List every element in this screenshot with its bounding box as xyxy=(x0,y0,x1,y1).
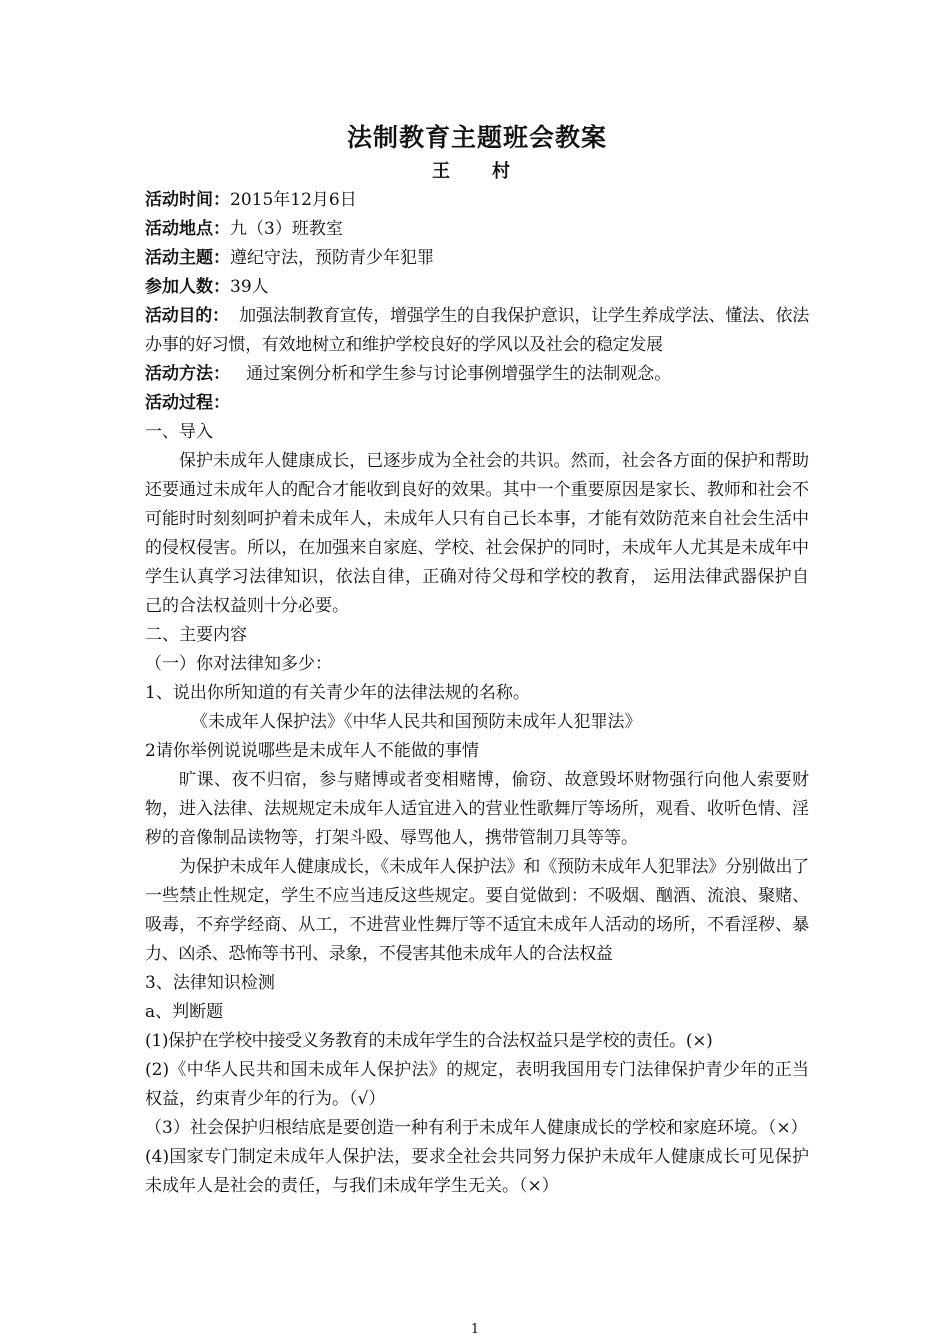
field-value: 39人 xyxy=(230,277,269,297)
question-1-answer: 《未成年人保护法》《中华人民共和国预防未成年人犯罪法》 xyxy=(191,712,642,732)
document-page xyxy=(145,118,809,1201)
question-2-paragraph: 为保护未成年人健康成长，《未成年人保护法》和《预防未成年人犯罪法》分别做出了一些禁止性规定，学生不应当违反这些规定。要自觉做到：不吸烟、酗酒、流浪、聚赌、吸毒，不弃学经商、从工，不进营业性舞厅等不适宜未成年人活动的场所，不看淫秽、暴力、凶杀、恐怖等书刊、录象，不侵害其他未成年人的合法权益 xyxy=(145,857,809,964)
judgment-item: (4)国家专门制定未成年人保护法，要求全社会共同努力保护未成年人健康成长可见保护未成年人是社会的责任，与我们未成年学生无关。（×） xyxy=(145,1147,809,1196)
field-label: 活动地点： xyxy=(145,219,230,239)
document-author: 王 村 xyxy=(432,161,522,182)
subsection-heading: （一）你对法律知多少： xyxy=(145,654,332,674)
question-3: 3、法律知识检测 xyxy=(145,973,275,993)
activity-process-label: 活动过程： xyxy=(145,393,230,413)
activity-method xyxy=(145,360,809,389)
judgment-item: (1)保护在学校中接受义务教育的未成年学生的合法权益只是学校的责任。(×) xyxy=(145,1031,713,1051)
field-value: 遵纪守法，预防青少年犯罪 xyxy=(230,248,434,268)
document-title: 法制教育主题班会教案 xyxy=(346,123,607,152)
field-value: 通过案例分析和学生参与讨论事例增强学生的法制观念。 xyxy=(230,364,672,384)
judgment-item: (2)《中华人民共和国未成年人保护法》的规定，表明我国用专门法律保护青少年的正当权益，约束青少年的行为。（√） xyxy=(145,1060,809,1109)
field-value: 加强法制教育宣传，增强学生的自我保护意识，让学生养成学法、懂法、依法办事的好习惯，有效地树立和维护学校良好的学风以及社会的稳定发展 xyxy=(145,306,809,355)
field-label: 活动主题： xyxy=(145,248,230,268)
field-label: 活动方法： xyxy=(145,364,230,384)
field-activity-place xyxy=(145,215,809,244)
judgment-item: （3）社会保护归根结底是要创造一种有利于未成年人健康成长的学校和家庭环境。（×） xyxy=(145,1118,808,1138)
field-label: 活动目的： xyxy=(145,306,229,326)
field-label: 参加人数： xyxy=(145,277,230,297)
question-2-answer: 旷课、夜不归宿，参与赌博或者变相赌博，偷窃、故意毁坏财物强行向他人索要财物，进入法律、法规规定未成年人适宜进入的营业性歌舞厅等场所，观看、收听色情、淫秽的音像制品读物等，打架斗殴、辱骂他人，携带管制刀具等等。 xyxy=(145,770,809,848)
question-3-sub: a、判断题 xyxy=(145,1002,224,1022)
question-2: 2请你举例说说哪些是未成年人不能做的事情 xyxy=(145,741,479,761)
field-activity-theme xyxy=(145,244,809,273)
page-number: 1 xyxy=(470,1322,480,1337)
field-label: 活动时间： xyxy=(145,190,230,210)
activity-purpose xyxy=(145,302,809,360)
field-value: 九（3）班教室 xyxy=(230,219,343,239)
field-activity-time xyxy=(145,186,809,215)
intro-paragraph: 保护未成年人健康成长，已逐步成为全社会的共识。然而，社会各方面的保护和帮助还要通过未成年人的配合才能收到良好的效果。其中一个重要原因是家长、教师和社会不可能时时刻刻呵护着未成年人，未成年人只有自己长本事，才能有效防范来自社会生活中的侵权侵害。所以，在加强来自家庭、学校、社会保护的同时，未成年人尤其是未成年中学生认真学习法律知识，依法自律，正确对待父母和学校的教育， 运用法律武器保护自己的合法权益则十分必要。 xyxy=(145,451,809,616)
question-1: 1、说出你所知道的有关青少年的法律法规的名称。 xyxy=(145,683,530,703)
section-heading-intro: 一、导入 xyxy=(145,422,213,442)
field-value: 2015年12月6日 xyxy=(230,190,357,210)
field-participants xyxy=(145,273,809,302)
section-heading-main: 二、主要内容 xyxy=(145,625,247,645)
